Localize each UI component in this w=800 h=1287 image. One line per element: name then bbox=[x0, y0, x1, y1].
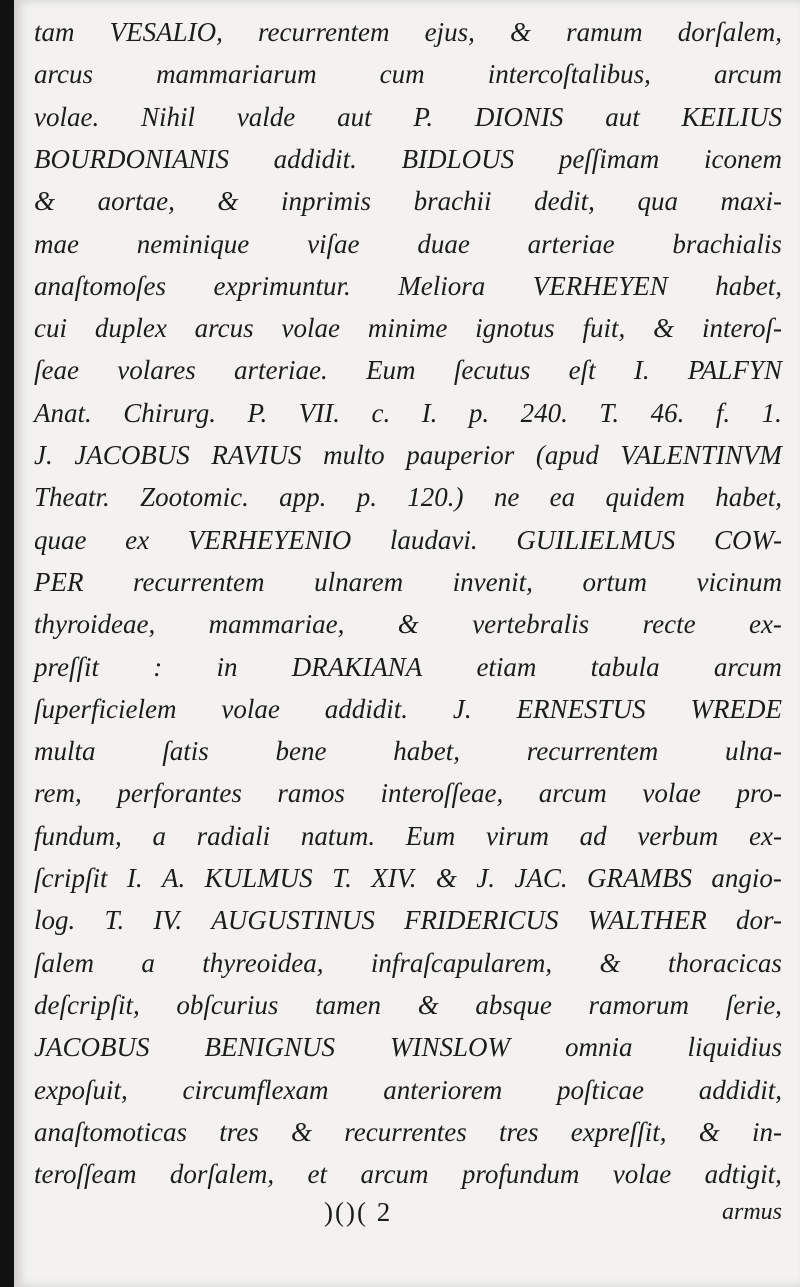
text-line: & aortae, & inprimis brachii dedit, qua maxi- bbox=[34, 186, 782, 217]
book-page bbox=[14, 0, 800, 1287]
text-line: preſſit : in DRAKIANA etiam tabula arcum bbox=[34, 651, 782, 682]
text-line: log. T. IV. AUGUSTINUS FRIDERICUS WALTHER dor- bbox=[34, 905, 782, 936]
text-line: J. JACOBUS RAVIUS multo pauperior (apud VALENTINVM bbox=[34, 440, 782, 470]
text-line: deſcripſit, obſcurius tamen & absque ramorum ſerie, bbox=[34, 989, 782, 1020]
text-line: multa ſatis bene habet, recurrentem ulna- bbox=[34, 736, 782, 767]
text-line: arcus mammariarum cum intercoſtalibus, arcum bbox=[34, 59, 782, 90]
text-line: rem, perforantes ramos interoſſeae, arcum volae pro- bbox=[34, 778, 782, 809]
text-line: tam VESALIO, recurrentem ejus, & ramum dorſalem, bbox=[34, 17, 782, 47]
text-line: BOURDONIANIS addidit. BIDLOUS peſſimam iconem bbox=[34, 143, 782, 174]
signature-mark: )()( 2 bbox=[324, 1197, 393, 1227]
text-line: volae. Nihil valde aut P. DIONIS aut KEILIUS bbox=[34, 101, 782, 132]
text-line: ſalem a thyreoidea, infraſcapularem, & thoracicas bbox=[34, 947, 782, 978]
text-line: JACOBUS BENIGNUS WINSLOW omnia liquidius bbox=[34, 1032, 782, 1063]
text-line: teroſſeam dorſalem, et arcum profundum volae adtigit, bbox=[34, 1159, 782, 1190]
text-line: Theatr. Zootomic. app. p. 120.) ne ea quidem habet, bbox=[34, 482, 782, 513]
text-line: anaſtomoticas tres & recurrentes tres expreſſit, & in- bbox=[34, 1116, 782, 1147]
text-line: ſcripſit I. A. KULMUS T. XIV. & J. JAC. GRAMBS angio- bbox=[34, 863, 782, 893]
text-line: ſeae volares arteriae. Eum ſecutus eſt I. PALFYN bbox=[34, 355, 782, 386]
text-line: Anat. Chirurg. P. VII. c. I. p. 240. T. 46. f. 1. bbox=[34, 397, 782, 428]
text-line: ſuperficielem volae addidit. J. ERNESTUS WREDE bbox=[34, 693, 782, 724]
catchword: armus bbox=[721, 1199, 782, 1225]
text-line: cui duplex arcus volae minime ignotus fuit, & interoſ- bbox=[34, 313, 782, 344]
text-line: expoſuit, circumflexam anteriorem poſticae addidit, bbox=[34, 1074, 782, 1105]
text-line: PER recurrentem ulnarem invenit, ortum vicinum bbox=[34, 566, 782, 597]
text-line: mae neminique viſae duae arteriae brachialis bbox=[34, 228, 782, 259]
page-footer bbox=[34, 1190, 782, 1234]
text-line: thyroideae, mammariae, & vertebralis recte ex- bbox=[34, 609, 782, 640]
text-line: fundum, a radiali natum. Eum virum ad verbum ex- bbox=[34, 820, 782, 851]
text-line: anaſtomoſes exprimuntur. Meliora VERHEYEN habet, bbox=[34, 270, 782, 301]
text-line: quae ex VERHEYENIO laudavi. GUILIELMUS COW- bbox=[34, 524, 782, 555]
